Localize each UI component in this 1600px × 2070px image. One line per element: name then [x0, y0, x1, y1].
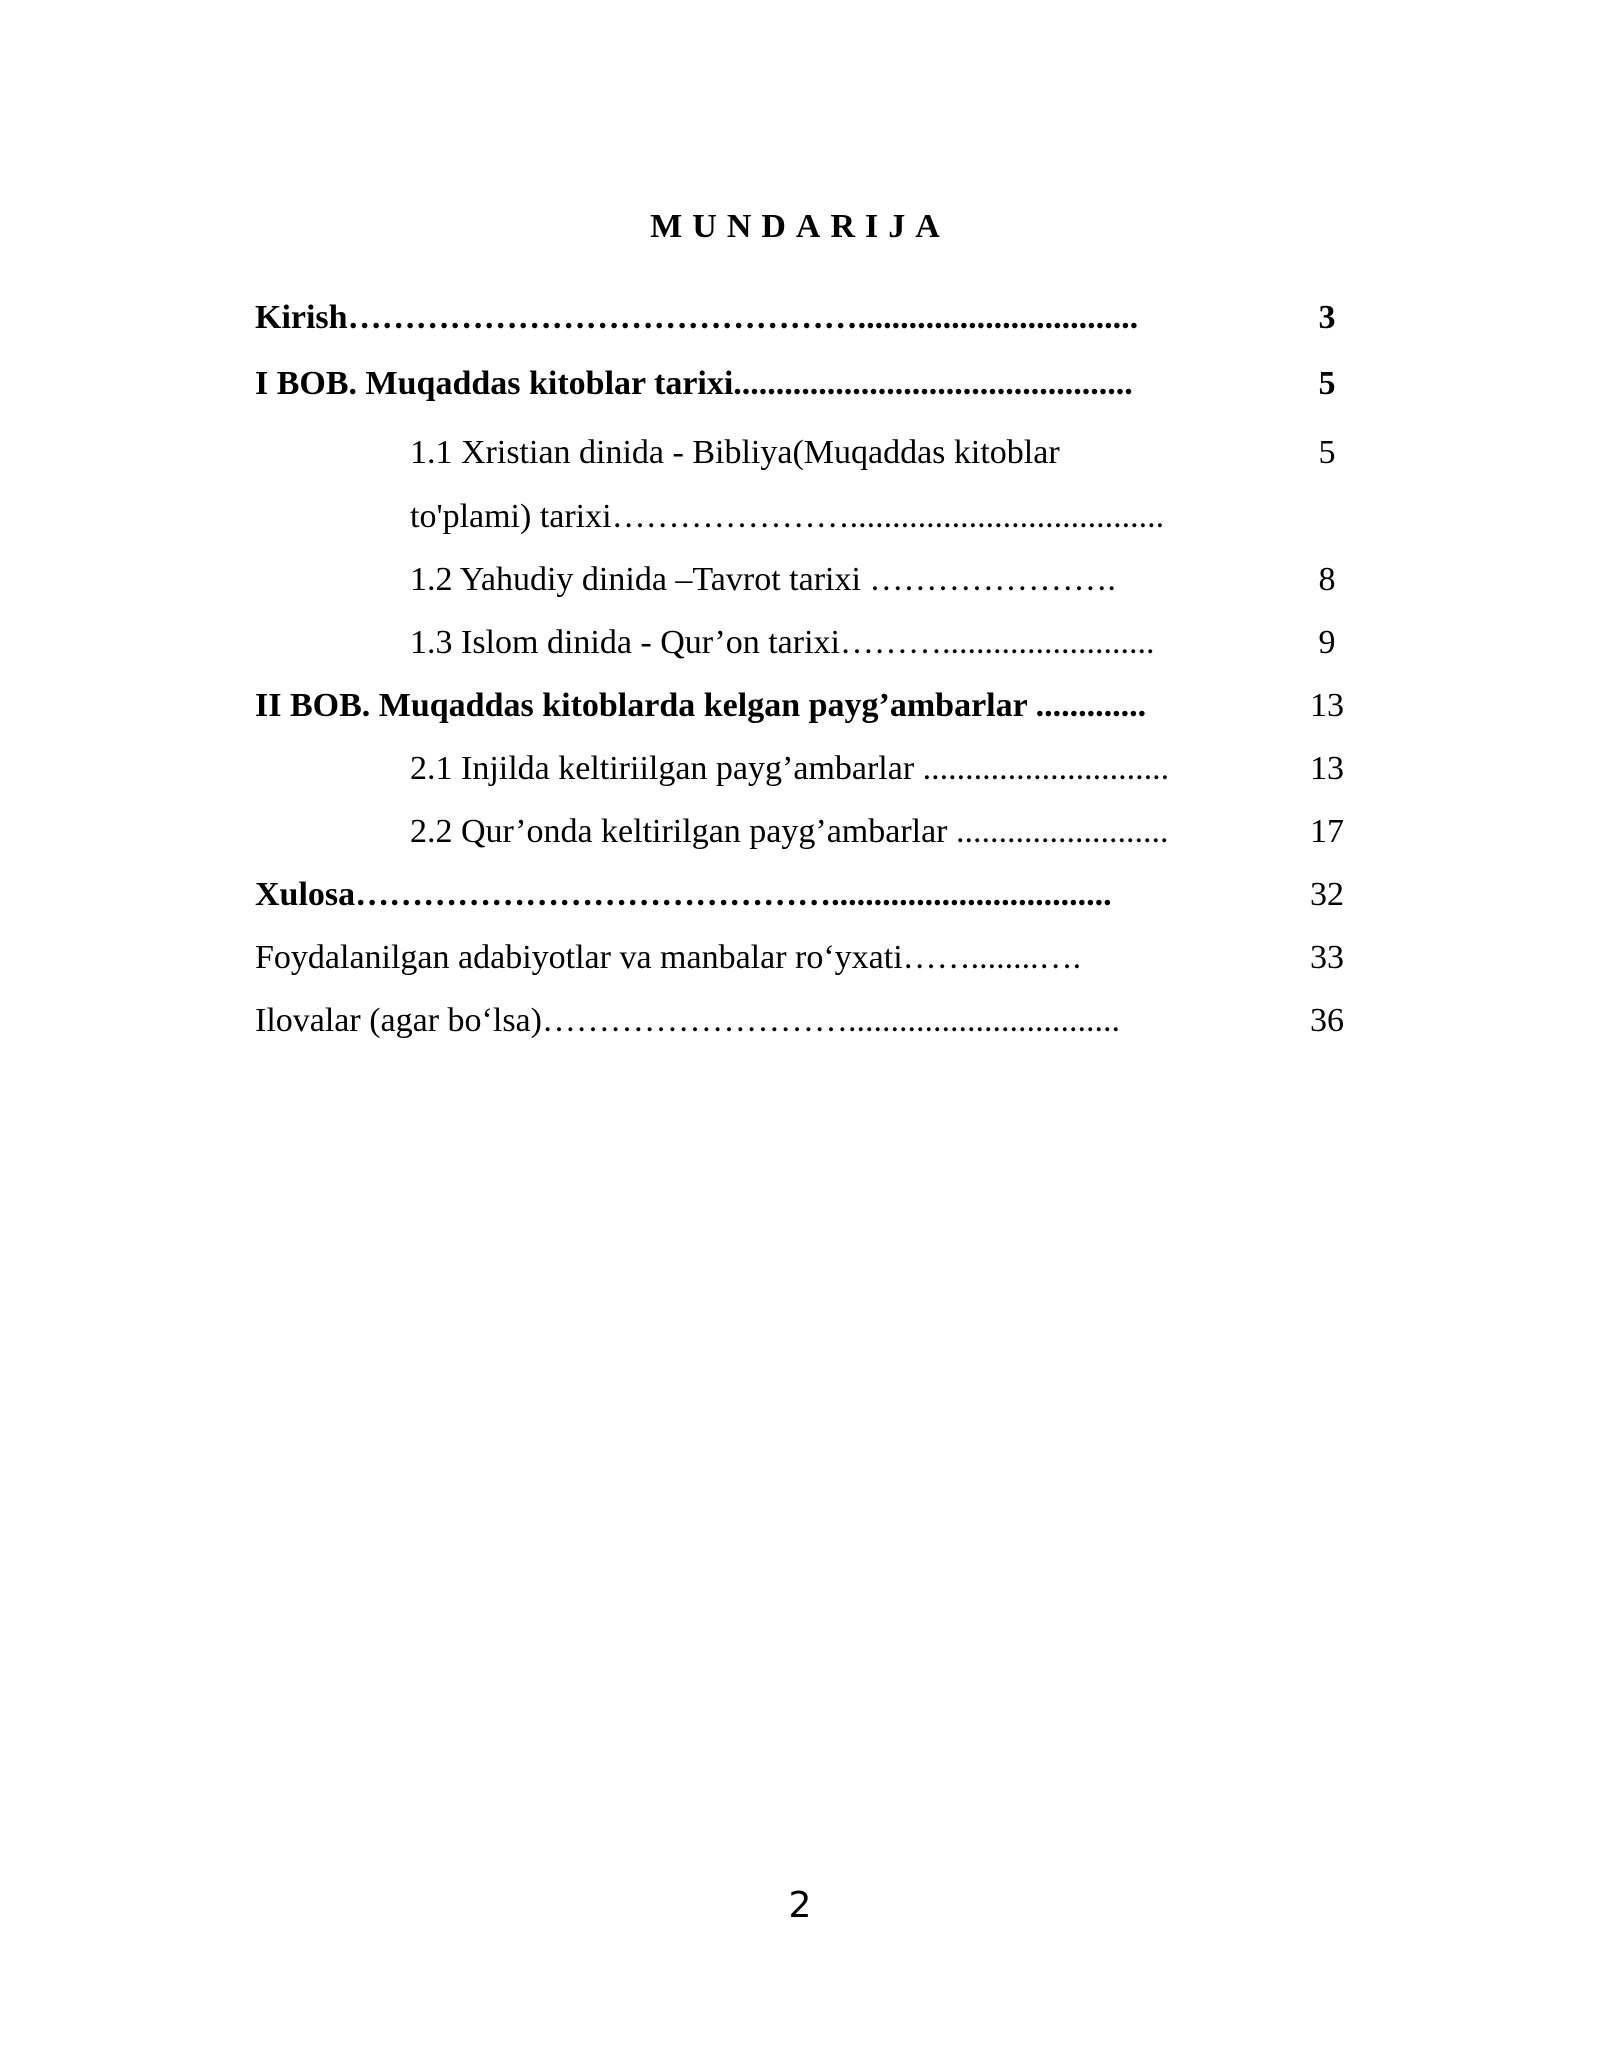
toc-page-number: 32 — [1310, 876, 1344, 913]
toc-entry-text: to'plami) tarixi…………………..................................... — [410, 498, 1165, 535]
toc-entry-text: Ilovalar (agar bo‘lsa)………………………................................ — [255, 1002, 1120, 1039]
toc-page-number: 9 — [1318, 624, 1336, 661]
toc-entry-text: Xulosa……………………………………................................. — [255, 876, 1112, 913]
page-number: 2 — [788, 1885, 812, 1926]
toc-entry-text: 1.2 Yahudiy dinida –Tavrot tarixi …………………. — [410, 561, 1116, 598]
toc-page-number: 13 — [1310, 687, 1344, 724]
toc-entry-text: II BOB. Muqaddas kitoblarda kelgan payg’ambarlar ............. — [255, 687, 1147, 724]
toc-page-number: 36 — [1310, 1002, 1344, 1039]
toc-entry-text: I BOB. Muqaddas kitoblar tarixi............................................... — [255, 365, 1133, 402]
toc-entry-text: 2.1 Injilda keltiriilgan payg’ambarlar ............................. — [410, 750, 1170, 787]
toc-page-number: 13 — [1310, 750, 1344, 787]
toc-entry-text: 1.3 Islom dinida - Qur’on tarixi………......................... — [410, 624, 1155, 661]
toc-page-number: 8 — [1318, 561, 1336, 598]
toc-page-number: 33 — [1310, 939, 1344, 976]
toc-entry-text: Kirish………………………………………................................. — [255, 299, 1139, 336]
toc-page-number: 17 — [1310, 813, 1344, 850]
toc-page-number: 3 — [1318, 299, 1336, 336]
toc-entry-text: 1.1 Xristian dinida - Bibliya(Muqaddas kitoblar — [410, 434, 1060, 471]
toc-page-number: 5 — [1318, 434, 1336, 471]
toc-title: MUNDARIJA — [650, 208, 950, 245]
toc-entry-text: 2.2 Qur’onda keltirilgan payg’ambarlar ......................... — [410, 813, 1169, 850]
toc-entry-text: Foydalanilgan adabiyotlar va manbalar ro‘yxati……........…. — [255, 939, 1082, 976]
toc-page-number: 5 — [1318, 365, 1336, 402]
